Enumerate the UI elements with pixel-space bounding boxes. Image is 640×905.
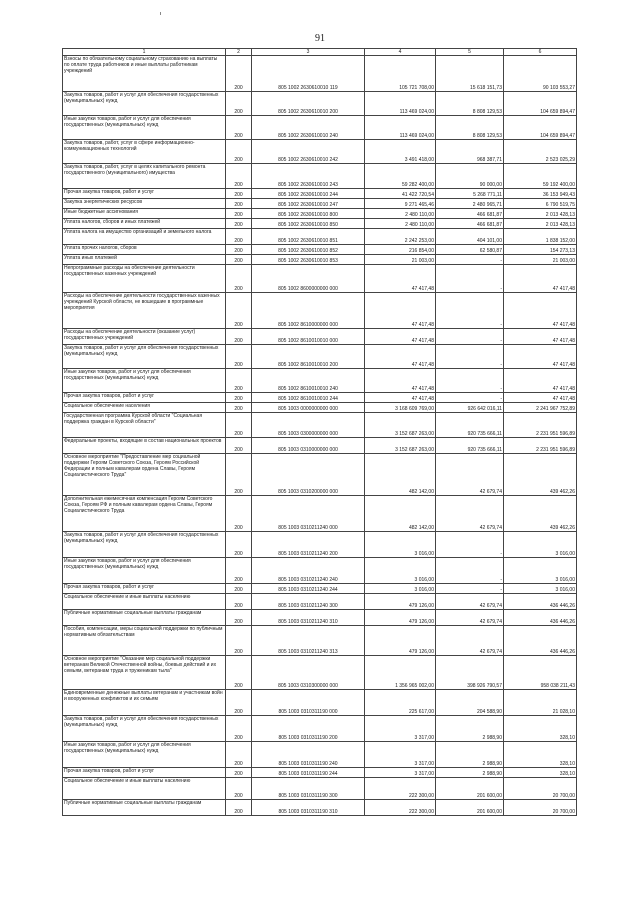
column-header: 3 <box>252 49 365 56</box>
unexecuted-amount-cell: 439 462,26 <box>504 454 577 496</box>
executed-amount-cell: 920 735 666,11 <box>436 413 504 438</box>
row-name-cell: Публичные нормативные социальные выплаты гражданам <box>63 800 226 816</box>
row-name-cell: Уплата иных платежей <box>63 255 226 265</box>
classification-code-cell: 805 1002 8610000000 000 <box>252 293 365 329</box>
executed-amount-cell: - <box>436 345 504 369</box>
line-code-cell: 200 <box>226 219 252 229</box>
row-name-cell: Социальное обеспечение населения <box>63 403 226 413</box>
table-row <box>63 245 577 255</box>
column-header: 5 <box>436 49 504 56</box>
executed-amount-cell: - <box>436 393 504 403</box>
classification-code-cell: 805 1003 0310211240 000 <box>252 496 365 532</box>
table-row <box>63 140 577 164</box>
row-name-cell: Публичные нормативные социальные выплаты гражданам <box>63 610 226 626</box>
table-row <box>63 594 577 610</box>
executed-amount-cell: 8 808 129,53 <box>436 92 504 116</box>
approved-amount-cell: 3 317,00 <box>365 768 436 778</box>
approved-amount-cell: 3 016,00 <box>365 584 436 594</box>
column-header: 4 <box>365 49 436 56</box>
row-name-cell: Иные закупки товаров, работ и услуг для обеспечения государственных (муниципальных) нужд <box>63 742 226 768</box>
classification-code-cell: 805 1002 8610010010 240 <box>252 369 365 393</box>
executed-amount-cell: - <box>436 255 504 265</box>
line-code-cell: 200 <box>226 716 252 742</box>
row-name-cell: Закупка товаров, работ и услуг для обеспечения государственных (муниципальных) нужд <box>63 716 226 742</box>
row-name-cell: Расходы на обеспечение деятельности (оказание услуг) государственных учреждений <box>63 329 226 345</box>
table-row <box>63 265 577 293</box>
row-name-cell: Пособия, компенсации, меры социальной поддержки по публичным нормативным обязательствам <box>63 626 226 656</box>
table-row <box>63 454 577 496</box>
executed-amount-cell: 2 988,90 <box>436 742 504 768</box>
table-row <box>63 293 577 329</box>
approved-amount-cell: 2 480 110,00 <box>365 209 436 219</box>
executed-amount-cell: - <box>436 369 504 393</box>
approved-amount-cell: 3 016,00 <box>365 558 436 584</box>
line-code-cell: 200 <box>226 209 252 219</box>
column-header: 6 <box>504 49 577 56</box>
executed-amount-cell: 404 101,00 <box>436 229 504 245</box>
line-code-cell: 200 <box>226 199 252 209</box>
unexecuted-amount-cell: 47 417,48 <box>504 293 577 329</box>
approved-amount-cell: 105 721 708,00 <box>365 56 436 92</box>
unexecuted-amount-cell: 104 659 894,47 <box>504 116 577 140</box>
executed-amount-cell: 968 387,71 <box>436 140 504 164</box>
classification-code-cell: 805 1003 0310000000 000 <box>252 438 365 454</box>
unexecuted-amount-cell: 3 016,00 <box>504 558 577 584</box>
row-name-cell: Взносы по обязательному социальному страхованию на выплаты по оплате труда работников и иные выплаты работникам учреждений <box>63 56 226 92</box>
executed-amount-cell: - <box>436 558 504 584</box>
approved-amount-cell: 225 617,00 <box>365 690 436 716</box>
line-code-cell: 200 <box>226 558 252 584</box>
table-row <box>63 768 577 778</box>
line-code-cell: 200 <box>226 56 252 92</box>
unexecuted-amount-cell: 47 417,48 <box>504 369 577 393</box>
row-name-cell: Закупка товаров, работ и услуг для обеспечения государственных (муниципальных) нужд <box>63 345 226 369</box>
classification-code-cell: 805 1003 0310211240 313 <box>252 626 365 656</box>
table-row <box>63 116 577 140</box>
line-code-cell: 200 <box>226 800 252 816</box>
line-code-cell: 200 <box>226 92 252 116</box>
row-name-cell: Прочая закупка товаров, работ и услуг <box>63 768 226 778</box>
table-row <box>63 189 577 199</box>
executed-amount-cell: 398 926 790,57 <box>436 656 504 690</box>
header-row <box>63 49 577 56</box>
line-code-cell: 200 <box>226 626 252 656</box>
table-row <box>63 413 577 438</box>
row-name-cell: Социальное обеспечение и иные выплаты населению <box>63 778 226 800</box>
unexecuted-amount-cell: 2 231 951 596,89 <box>504 438 577 454</box>
column-header: 1 <box>63 49 226 56</box>
unexecuted-amount-cell: 47 417,48 <box>504 329 577 345</box>
table-row <box>63 229 577 245</box>
executed-amount-cell: 90 000,00 <box>436 164 504 189</box>
table-row <box>63 626 577 656</box>
table-row <box>63 164 577 189</box>
row-name-cell: Закупка товаров, работ и услуг для обеспечения государственных (муниципальных) нужд <box>63 532 226 558</box>
row-name-cell: Закупка товаров, работ, услуг в сфере информационно-коммуникационных технологий <box>63 140 226 164</box>
executed-amount-cell: 920 735 666,11 <box>436 438 504 454</box>
classification-code-cell: 805 1003 0310211240 200 <box>252 532 365 558</box>
line-code-cell: 200 <box>226 584 252 594</box>
table-row <box>63 369 577 393</box>
approved-amount-cell: 47 417,48 <box>365 293 436 329</box>
table-row <box>63 438 577 454</box>
page-number: 91 <box>315 33 325 44</box>
unexecuted-amount-cell: 6 790 519,75 <box>504 199 577 209</box>
unexecuted-amount-cell: 2 013 428,13 <box>504 219 577 229</box>
executed-amount-cell: 42 679,74 <box>436 594 504 610</box>
line-code-cell: 200 <box>226 245 252 255</box>
executed-amount-cell: 2 480 965,71 <box>436 199 504 209</box>
row-name-cell: Уплата налогов, сборов и иных платежей <box>63 219 226 229</box>
classification-code-cell: 805 1002 2630610010 853 <box>252 255 365 265</box>
approved-amount-cell: 47 417,48 <box>365 345 436 369</box>
unexecuted-amount-cell: 21 003,00 <box>504 255 577 265</box>
line-code-cell: 200 <box>226 454 252 496</box>
executed-amount-cell: 201 600,00 <box>436 778 504 800</box>
executed-amount-cell: 2 988,90 <box>436 716 504 742</box>
table-row <box>63 199 577 209</box>
row-name-cell: Закупка товаров, работ и услуг для обеспечения государственных (муниципальных) нужд <box>63 92 226 116</box>
table-row <box>63 584 577 594</box>
table-row <box>63 610 577 626</box>
approved-amount-cell: 59 282 400,00 <box>365 164 436 189</box>
row-name-cell: Дополнительная ежемесячная компенсация Героям Советского Союза, Героям РФ и полным кавалерам ордена Славы, Героям Социалистического Труда <box>63 496 226 532</box>
approved-amount-cell: 47 417,48 <box>365 329 436 345</box>
unexecuted-amount-cell: 439 462,26 <box>504 496 577 532</box>
executed-amount-cell: 42 679,74 <box>436 454 504 496</box>
line-code-cell: 200 <box>226 610 252 626</box>
table-row <box>63 716 577 742</box>
classification-code-cell: 805 1003 0310211240 240 <box>252 558 365 584</box>
approved-amount-cell: 222 300,00 <box>365 778 436 800</box>
executed-amount-cell: 42 679,74 <box>436 610 504 626</box>
classification-code-cell: 805 1002 8610010010 200 <box>252 345 365 369</box>
line-code-cell: 200 <box>226 329 252 345</box>
classification-code-cell: 805 1003 0310311190 310 <box>252 800 365 816</box>
classification-code-cell: 805 1003 0310211240 300 <box>252 594 365 610</box>
table-row <box>63 800 577 816</box>
row-name-cell: Единовременные денежные выплаты ветеранам и участникам войн и вооруженных конфликтов и их семьям <box>63 690 226 716</box>
classification-code-cell: 805 1003 0310311190 300 <box>252 778 365 800</box>
approved-amount-cell: 479 126,00 <box>365 626 436 656</box>
line-code-cell: 200 <box>226 768 252 778</box>
classification-code-cell: 805 1002 8610010010 000 <box>252 329 365 345</box>
approved-amount-cell: 3 317,00 <box>365 742 436 768</box>
line-code-cell: 200 <box>226 532 252 558</box>
unexecuted-amount-cell: 1 838 152,00 <box>504 229 577 245</box>
table-row <box>63 56 577 92</box>
classification-code-cell: 805 1003 0310211240 244 <box>252 584 365 594</box>
approved-amount-cell: 3 016,00 <box>365 532 436 558</box>
row-name-cell: Иные закупки товаров, работ и услуг для обеспечения государственных (муниципальных) нужд <box>63 369 226 393</box>
row-name-cell: Иные бюджетные ассигнования <box>63 209 226 219</box>
line-code-cell: 200 <box>226 656 252 690</box>
unexecuted-amount-cell: 47 417,48 <box>504 393 577 403</box>
classification-code-cell: 805 1002 2630610010 244 <box>252 189 365 199</box>
executed-amount-cell: 204 588,90 <box>436 690 504 716</box>
unexecuted-amount-cell: 436 446,26 <box>504 626 577 656</box>
row-name-cell: Прочая закупка товаров, работ и услуг <box>63 393 226 403</box>
classification-code-cell: 805 1002 2630610010 200 <box>252 92 365 116</box>
line-code-cell: 200 <box>226 393 252 403</box>
executed-amount-cell: 466 681,87 <box>436 209 504 219</box>
unexecuted-amount-cell: 59 192 400,00 <box>504 164 577 189</box>
classification-code-cell: 805 1002 8610010010 244 <box>252 393 365 403</box>
approved-amount-cell: 113 469 024,00 <box>365 92 436 116</box>
executed-amount-cell: 2 988,90 <box>436 768 504 778</box>
approved-amount-cell: 2 480 110,00 <box>365 219 436 229</box>
executed-amount-cell: 42 679,74 <box>436 496 504 532</box>
classification-code-cell: 805 1003 0310211240 310 <box>252 610 365 626</box>
executed-amount-cell: 15 618 151,73 <box>436 56 504 92</box>
approved-amount-cell: 47 417,48 <box>365 265 436 293</box>
line-code-cell: 200 <box>226 690 252 716</box>
classification-code-cell: 805 1002 2630610010 243 <box>252 164 365 189</box>
row-name-cell: Расходы на обеспечение деятельности государственных казенных учреждений Курской области, не вошедшие в программные мероприятия <box>63 293 226 329</box>
table-row <box>63 403 577 413</box>
approved-amount-cell: 47 417,48 <box>365 369 436 393</box>
line-code-cell: 200 <box>226 413 252 438</box>
classification-code-cell: 805 1002 8600000000 000 <box>252 265 365 293</box>
unexecuted-amount-cell: 2 231 951 596,89 <box>504 413 577 438</box>
line-code-cell: 200 <box>226 265 252 293</box>
table-row <box>63 778 577 800</box>
line-code-cell: 200 <box>226 742 252 768</box>
unexecuted-amount-cell: 90 103 553,27 <box>504 56 577 92</box>
row-name-cell: Закупка товаров, работ, услуг в целях капитального ремонта государственного (муниципального) имущества <box>63 164 226 189</box>
row-name-cell: Уплата прочих налогов, сборов <box>63 245 226 255</box>
table-row <box>63 255 577 265</box>
line-code-cell: 200 <box>226 778 252 800</box>
budget-table <box>62 48 577 816</box>
approved-amount-cell: 9 271 465,46 <box>365 199 436 209</box>
row-name-cell: Уплата налога на имущество организаций и земельного налога <box>63 229 226 245</box>
column-header: 2 <box>226 49 252 56</box>
row-name-cell: Иные закупки товаров, работ и услуг для обеспечения государственных (муниципальных) нужд <box>63 116 226 140</box>
unexecuted-amount-cell: 20 700,00 <box>504 800 577 816</box>
classification-code-cell: 805 1003 0000000000 000 <box>252 403 365 413</box>
table-row <box>63 656 577 690</box>
line-code-cell: 200 <box>226 438 252 454</box>
row-name-cell: Основное мероприятие "Оказание мер социальной поддержки ветеранам Великой Отечественной войны, боевых действий и их семьям, ветеранам труда и труженикам тыла" <box>63 656 226 690</box>
unexecuted-amount-cell: 154 273,13 <box>504 245 577 255</box>
classification-code-cell: 805 1003 0310311190 240 <box>252 742 365 768</box>
unexecuted-amount-cell: 47 417,48 <box>504 265 577 293</box>
executed-amount-cell: 926 642 016,11 <box>436 403 504 413</box>
unexecuted-amount-cell: 2 523 025,29 <box>504 140 577 164</box>
approved-amount-cell: 21 003,00 <box>365 255 436 265</box>
unexecuted-amount-cell: 2 013 428,13 <box>504 209 577 219</box>
executed-amount-cell: - <box>436 532 504 558</box>
table-row <box>63 558 577 584</box>
approved-amount-cell: 113 469 024,00 <box>365 116 436 140</box>
line-code-cell: 200 <box>226 189 252 199</box>
unexecuted-amount-cell: 436 446,26 <box>504 594 577 610</box>
classification-code-cell: 805 1002 2630610010 852 <box>252 245 365 255</box>
row-name-cell: Закупка энергетических ресурсов <box>63 199 226 209</box>
scan-mark <box>160 12 161 15</box>
table-row <box>63 393 577 403</box>
unexecuted-amount-cell: 21 028,10 <box>504 690 577 716</box>
row-name-cell: Федеральные проекты, входящие в состав национальных проектов <box>63 438 226 454</box>
unexecuted-amount-cell: 47 417,48 <box>504 345 577 369</box>
classification-code-cell: 805 1002 2630610010 850 <box>252 219 365 229</box>
approved-amount-cell: 482 142,00 <box>365 454 436 496</box>
line-code-cell: 200 <box>226 496 252 532</box>
line-code-cell: 200 <box>226 140 252 164</box>
line-code-cell: 200 <box>226 229 252 245</box>
approved-amount-cell: 479 126,00 <box>365 610 436 626</box>
table-row <box>63 219 577 229</box>
approved-amount-cell: 479 126,00 <box>365 594 436 610</box>
approved-amount-cell: 1 356 965 002,00 <box>365 656 436 690</box>
unexecuted-amount-cell: 328,10 <box>504 742 577 768</box>
classification-code-cell: 805 1003 0300000000 000 <box>252 413 365 438</box>
classification-code-cell: 805 1003 0310311190 200 <box>252 716 365 742</box>
classification-code-cell: 805 1003 0310300000 000 <box>252 656 365 690</box>
line-code-cell: 200 <box>226 116 252 140</box>
row-name-cell: Государственная программа Курской области "Социальная поддержка граждан в Курской области" <box>63 413 226 438</box>
table-row <box>63 496 577 532</box>
approved-amount-cell: 3 317,00 <box>365 716 436 742</box>
approved-amount-cell: 3 491 418,00 <box>365 140 436 164</box>
row-name-cell: Социальное обеспечение и иные выплаты населению <box>63 594 226 610</box>
line-code-cell: 200 <box>226 345 252 369</box>
unexecuted-amount-cell: 20 700,00 <box>504 778 577 800</box>
classification-code-cell: 805 1002 2630610010 851 <box>252 229 365 245</box>
table-row <box>63 209 577 219</box>
executed-amount-cell: 201 600,00 <box>436 800 504 816</box>
unexecuted-amount-cell: 2 241 967 752,89 <box>504 403 577 413</box>
line-code-cell: 200 <box>226 594 252 610</box>
unexecuted-amount-cell: 958 038 211,43 <box>504 656 577 690</box>
classification-code-cell: 805 1003 0310311190 244 <box>252 768 365 778</box>
classification-code-cell: 805 1002 2630610010 240 <box>252 116 365 140</box>
table-row <box>63 532 577 558</box>
executed-amount-cell: 42 679,74 <box>436 626 504 656</box>
classification-code-cell: 805 1002 2630610010 247 <box>252 199 365 209</box>
classification-code-cell: 805 1003 0310200000 000 <box>252 454 365 496</box>
classification-code-cell: 805 1002 2630610010 242 <box>252 140 365 164</box>
approved-amount-cell: 222 300,00 <box>365 800 436 816</box>
table-row <box>63 742 577 768</box>
approved-amount-cell: 2 242 253,00 <box>365 229 436 245</box>
unexecuted-amount-cell: 3 016,00 <box>504 532 577 558</box>
line-code-cell: 200 <box>226 403 252 413</box>
line-code-cell: 200 <box>226 164 252 189</box>
approved-amount-cell: 3 152 687 263,00 <box>365 438 436 454</box>
approved-amount-cell: 216 854,00 <box>365 245 436 255</box>
row-name-cell: Основное мероприятие "Предоставление мер социальной поддержки Героям Советского Союза, Героям Российской Федерации и полным кавалерам ордена Славы, Героям Социалистического Труда" <box>63 454 226 496</box>
classification-code-cell: 805 1003 0310311190 000 <box>252 690 365 716</box>
classification-code-cell: 805 1002 2630610010 119 <box>252 56 365 92</box>
line-code-cell: 200 <box>226 293 252 329</box>
table-row <box>63 345 577 369</box>
executed-amount-cell: - <box>436 584 504 594</box>
unexecuted-amount-cell: 36 153 949,43 <box>504 189 577 199</box>
executed-amount-cell: - <box>436 329 504 345</box>
table-row <box>63 690 577 716</box>
approved-amount-cell: 41 422 720,54 <box>365 189 436 199</box>
unexecuted-amount-cell: 3 016,00 <box>504 584 577 594</box>
line-code-cell: 200 <box>226 255 252 265</box>
table-row <box>63 329 577 345</box>
approved-amount-cell: 482 142,00 <box>365 496 436 532</box>
unexecuted-amount-cell: 104 659 894,47 <box>504 92 577 116</box>
table-row <box>63 92 577 116</box>
row-name-cell: Иные закупки товаров, работ и услуг для обеспечения государственных (муниципальных) нужд <box>63 558 226 584</box>
row-name-cell: Прочая закупка товаров, работ и услуг <box>63 189 226 199</box>
approved-amount-cell: 3 168 609 769,00 <box>365 403 436 413</box>
unexecuted-amount-cell: 328,10 <box>504 768 577 778</box>
unexecuted-amount-cell: 328,10 <box>504 716 577 742</box>
executed-amount-cell: 8 808 129,53 <box>436 116 504 140</box>
classification-code-cell: 805 1002 2630610010 800 <box>252 209 365 219</box>
line-code-cell: 200 <box>226 369 252 393</box>
row-name-cell: Прочая закупка товаров, работ и услуг <box>63 584 226 594</box>
executed-amount-cell: 62 580,87 <box>436 245 504 255</box>
executed-amount-cell: 5 268 771,11 <box>436 189 504 199</box>
executed-amount-cell: 466 681,87 <box>436 219 504 229</box>
unexecuted-amount-cell: 436 446,26 <box>504 610 577 626</box>
approved-amount-cell: 3 152 687 263,00 <box>365 413 436 438</box>
row-name-cell: Непрограммные расходы на обеспечение деятельности государственных казенных учреждений <box>63 265 226 293</box>
executed-amount-cell: - <box>436 265 504 293</box>
executed-amount-cell: - <box>436 293 504 329</box>
approved-amount-cell: 47 417,48 <box>365 393 436 403</box>
